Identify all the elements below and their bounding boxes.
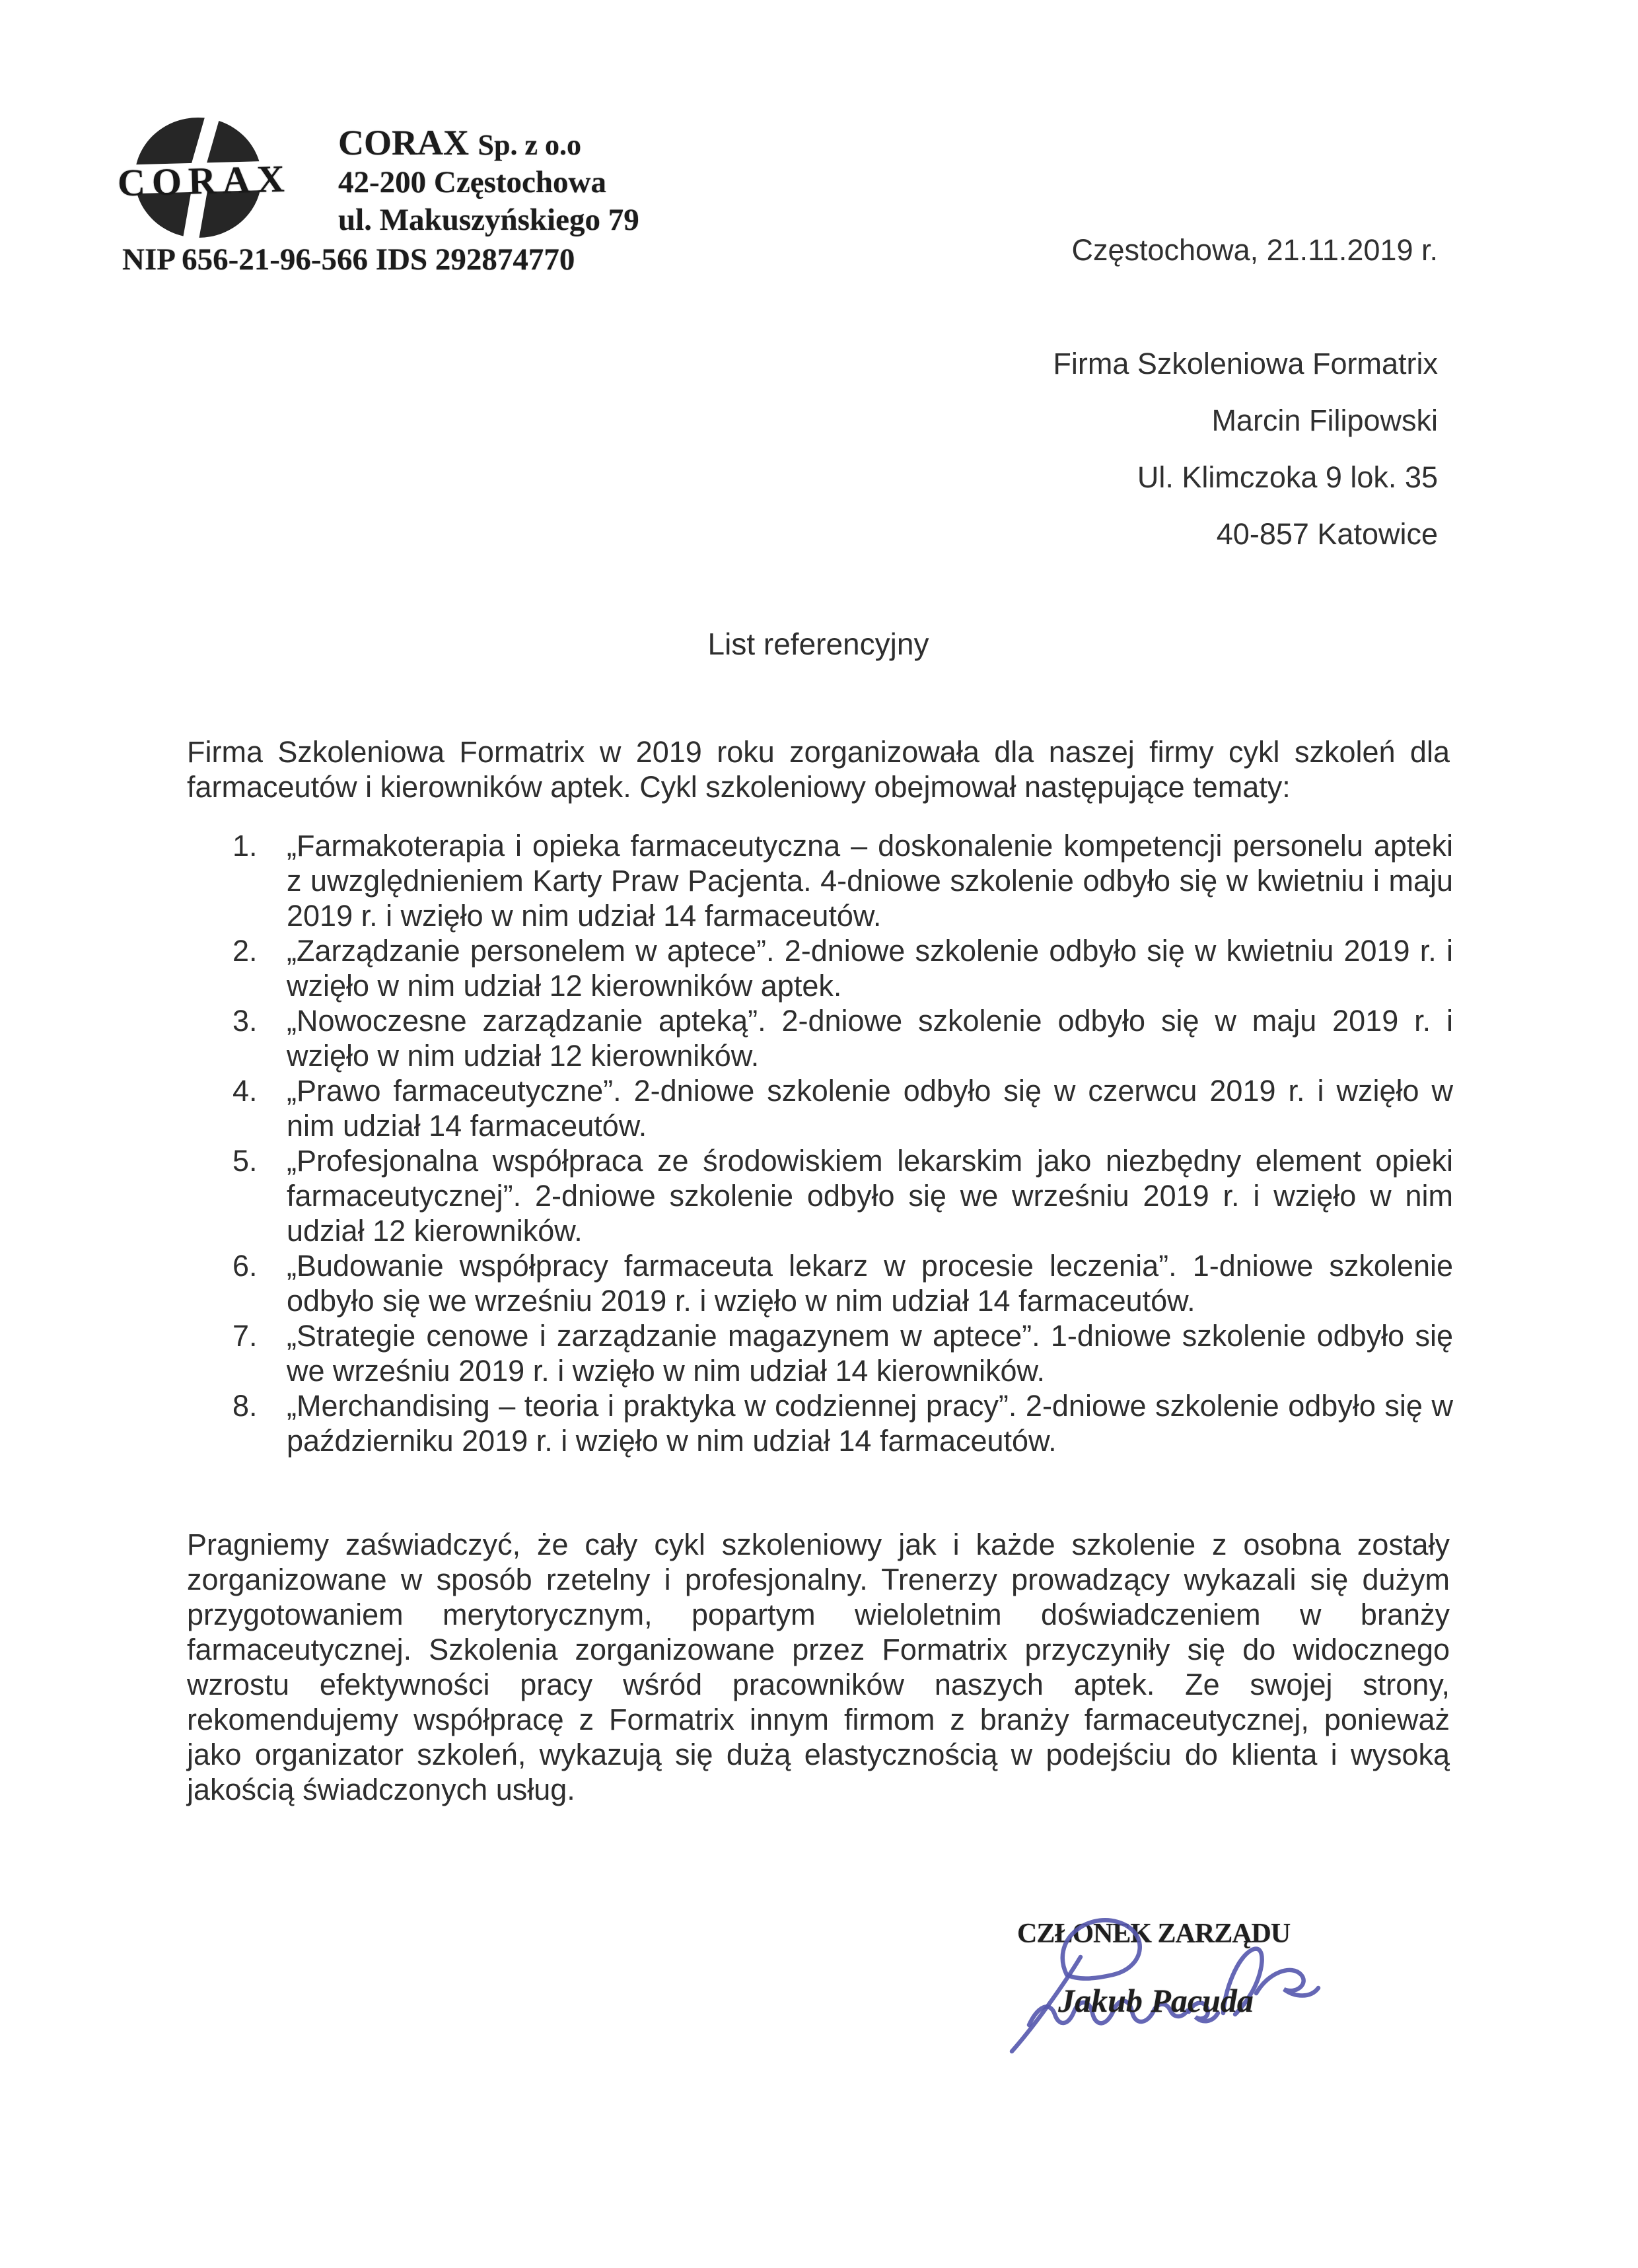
list-item-text: „Profesjonalna współpraca ze środowiskiem lekarskim jako niezbędny element opieki farmaceutycznej”. 2-dniowe szkolenie odbyło się we wrześniu 2019 r. i wzięło w nim udział 12 kierowników. [287,1144,1453,1248]
list-item-number: 5. [232,1144,258,1178]
training-topics-list [232,828,1453,1458]
list-item-text: „Nowoczesne zarządzanie apteką”. 2-dniowe szkolenie odbyło się w maju 2019 r. i wzięło w nim udział 12 kierowników. [287,1004,1453,1073]
recipient-line: 40-857 Katowice [1216,517,1438,551]
list-item-text: „Farmakoterapia i opieka farmaceutyczna – doskonalenie kompetencji personelu apteki z uwzględnieniem Karty Praw Pacjenta. 4-dniowe szkolenie odbyło się w kwietniu i maju 2019 r. i wzięło w nim udział 14 farmaceutów. [287,829,1453,933]
company-name-text: CORAX [338,123,469,162]
recipient-line: Firma Szkoleniowa Formatrix [1053,347,1438,380]
recipient-line: Marcin Filipowski [1211,404,1438,437]
company-suffix: Sp. z o.o [478,129,581,161]
list-item-text: „Zarządzanie personelem w aptece”. 2-dniowe szkolenie odbyło się w kwietniu 2019 r. i wzięło w nim udział 12 kierowników aptek. [287,934,1453,1003]
list-item-number: 2. [232,934,258,968]
company-street: ul. Makuszyńskiego 79 [338,203,639,237]
corax-logo-wordmark: CORAX [117,157,292,205]
list-item [232,1318,1453,1388]
signatory-name: Jakub Pacuda [1058,1982,1254,2019]
date-line: Częstochowa, 21.11.2019 r. [1071,233,1438,267]
list-item-text: „Budowanie współpracy farmaceuta lekarz w procesie leczenia”. 1-dniowe szkolenie odbyło się we wrześniu 2019 r. i wzięło w nim udział 14 farmaceutów. [287,1249,1453,1318]
intro-paragraph: Firma Szkoleniowa Formatrix w 2019 roku zorganizowała dla naszej firmy cykl szkoleń dla farmaceutów i kierowników aptek. Cykl szkoleniowy obejmował następujące tematy: [187,735,1450,804]
list-item-text: „Prawo farmaceutyczne”. 2-dniowe szkolenie odbyło się w czerwcu 2019 r. i wzięło w nim udział 14 farmaceutów. [287,1074,1453,1143]
letter-title: List referencyjny [707,627,929,661]
company-postal-city: 42-200 Częstochowa [338,165,606,199]
list-item-text: „Strategie cenowe i zarządzanie magazynem w aptece”. 1-dniowe szkolenie odbyło się we wrześniu 2019 r. i wzięło w nim udział 14 kierowników. [287,1319,1453,1388]
list-item-text: „Merchandising – teoria i praktyka w codziennej pracy”. 2-dniowe szkolenie odbyło się w październiku 2019 r. i wzięło w nim udział 14 farmaceutów. [287,1389,1453,1458]
signatory-role: CZŁONEK ZARZĄDU [1017,1919,1291,1949]
list-item [232,1143,1453,1248]
list-item [232,933,1453,1003]
list-item-number: 3. [232,1004,258,1038]
corax-logo [117,114,332,242]
company-registration: NIP 656-21-96-566 IDS 292874770 [122,242,575,277]
list-item [232,1073,1453,1143]
list-item-number: 4. [232,1074,258,1108]
company-name [338,124,639,164]
list-item [232,1248,1453,1318]
list-item [232,1003,1453,1073]
closing-paragraph: Pragniemy zaświadczyć, że cały cykl szkoleniowy jak i każde szkolenie z osobna zostały zorganizowane w sposób rzetelny i profesjonalny. Trenerzy prowadzący wykazali się dużym przygotowaniem merytorycznym, popartym wieloletnim doświadczeniem w branży farmaceutycznej. Szkolenia zorganizowane przez Formatrix przyczyniły się do widocznego wzrostu efektywności pracy wśród pracowników naszych aptek. Ze swojej strony, rekomendujemy współpracę z Formatrix innym firmom z branży farmaceutycznej, ponieważ jako organizator szkoleń, wykazują się dużą elastycznością w podejściu do klienta i wysoką jakością świadczonych usług. [187,1528,1450,1806]
company-address-block [338,124,639,239]
recipient-line: Ul. Klimczoka 9 lok. 35 [1137,460,1438,494]
list-item [232,828,1453,933]
recipient-block [1053,336,1438,563]
list-item-number: 8. [232,1389,258,1423]
list-item-number: 7. [232,1319,258,1353]
list-item-number: 1. [232,829,258,863]
list-item [232,1388,1453,1458]
list-item-number: 6. [232,1249,258,1283]
